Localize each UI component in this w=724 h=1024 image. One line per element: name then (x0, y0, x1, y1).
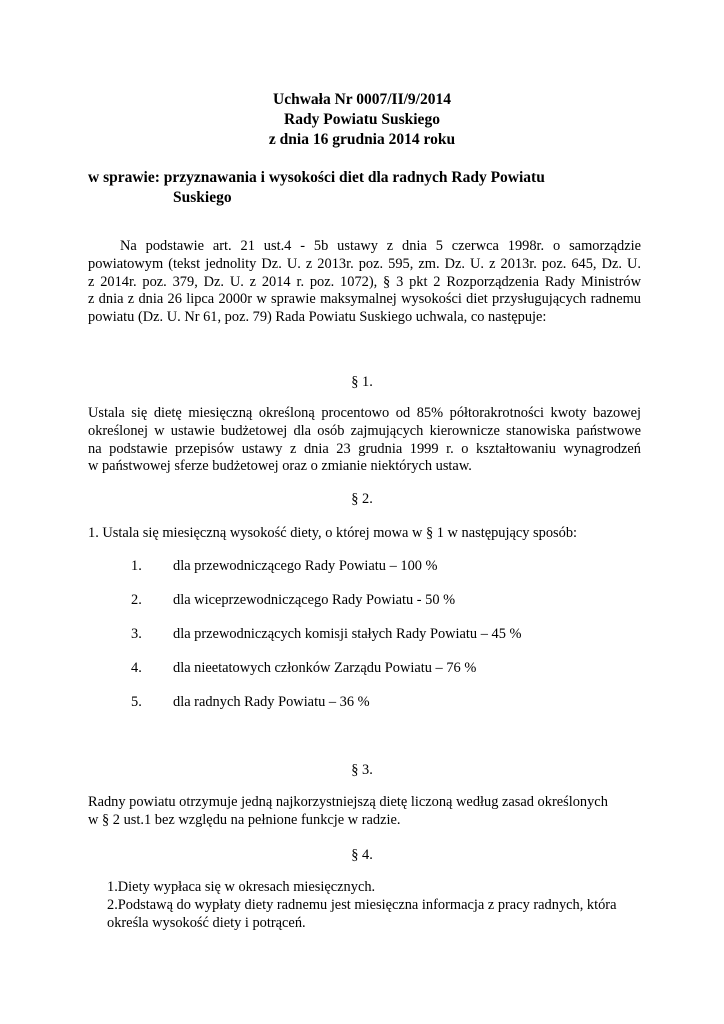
section-4-line: 1.Diety wypłaca się w okresach miesięcznych. (107, 879, 376, 895)
resolution-number: Uchwała Nr 0007/II/9/2014 (273, 91, 451, 108)
section-4-line: 2.Podstawą do wypłaty diety radnemu jest miesięczna informacja z pracy radnych, która (107, 897, 617, 913)
section-3-line: Radny powiatu otrzymuje jedną najkorzystniejszą dietę liczoną według zasad określonych (88, 794, 608, 810)
council-name: Rady Powiatu Suskiego (284, 111, 440, 128)
preamble (88, 238, 641, 327)
preamble-line: z dnia z dnia 26 lipca 2000r w sprawie maksymalnej wysokości diet przysługujących radnemu (88, 291, 641, 308)
section-1-line: określonej w ustawie budżetowej dla osób zajmujących kierownicze stanowiska państwowe (88, 422, 641, 439)
list-item-number: 3. (131, 626, 142, 642)
section-3-line: w § 2 ust.1 bez względu na pełnione funkcje w radzie. (88, 812, 401, 828)
resolution-subject (88, 168, 648, 208)
section-4-line: określa wysokość diety i potrąceń. (107, 915, 306, 931)
list-item-text: dla radnych Rady Powiatu – 36 % (173, 694, 370, 710)
list-item-number: 5. (131, 694, 142, 710)
list-item-text: dla wiceprzewodniczącego Rady Powiatu - 50 % (173, 592, 456, 608)
section-2-intro: 1. Ustala się miesięczną wysokość diety, o której mowa w § 1 w następujący sposób: (88, 525, 578, 541)
list-item-number: 4. (131, 660, 142, 676)
subject-line-2: Suskiego (173, 189, 232, 206)
section-3-heading: § 3. (351, 762, 373, 778)
section-1-line: na podstawie przepisów ustawy z dnia 23 grudnia 1999 r. o kształtowaniu wynagrodzeń (88, 440, 641, 457)
section-1-line: w państwowej sferze budżetowej oraz o zmianie niektórych ustaw. (88, 458, 472, 475)
list-item-number: 2. (131, 592, 142, 608)
list-item-text: dla przewodniczącego Rady Powiatu – 100 % (173, 558, 438, 574)
section-4-heading: § 4. (351, 847, 373, 863)
preamble-line: powiatowym (tekst jednolity Dz. U. z 2013r. poz. 595, zm. Dz. U. z 2013r. poz. 645, Dz. U. (88, 255, 641, 272)
section-1-heading: § 1. (351, 374, 373, 390)
subject-line-1: w sprawie: przyznawania i wysokości diet dla radnych Rady Powiatu (88, 169, 545, 186)
section-1-body (88, 405, 641, 476)
resolution-date: z dnia 16 grudnia 2014 roku (268, 131, 456, 148)
list-item-text: dla nieetatowych członków Zarządu Powiatu – 76 % (173, 660, 477, 676)
preamble-line: powiatu (Dz. U. Nr 61, poz. 79) Rada Powiatu Suskiego uchwala, co następuje: (88, 309, 547, 326)
section-1-line: Ustala się dietę miesięczną określoną procentowo od 85% półtorakrotności kwoty bazowej (88, 405, 641, 421)
preamble-line: z 2014r. poz. 379, Dz. U. z 2014 r. poz. 1072), § 3 pkt 2 Rozporządzenia Rady Ministrów (88, 273, 641, 290)
preamble-line: Na podstawie art. 21 ust.4 - 5b ustawy z dnia 5 czerwca 1998r. o samorządzie (120, 238, 641, 254)
list-item-number: 1. (131, 558, 142, 574)
section-2-heading: § 2. (351, 491, 373, 507)
list-item-text: dla przewodniczących komisji stałych Rady Powiatu – 45 % (173, 626, 522, 642)
